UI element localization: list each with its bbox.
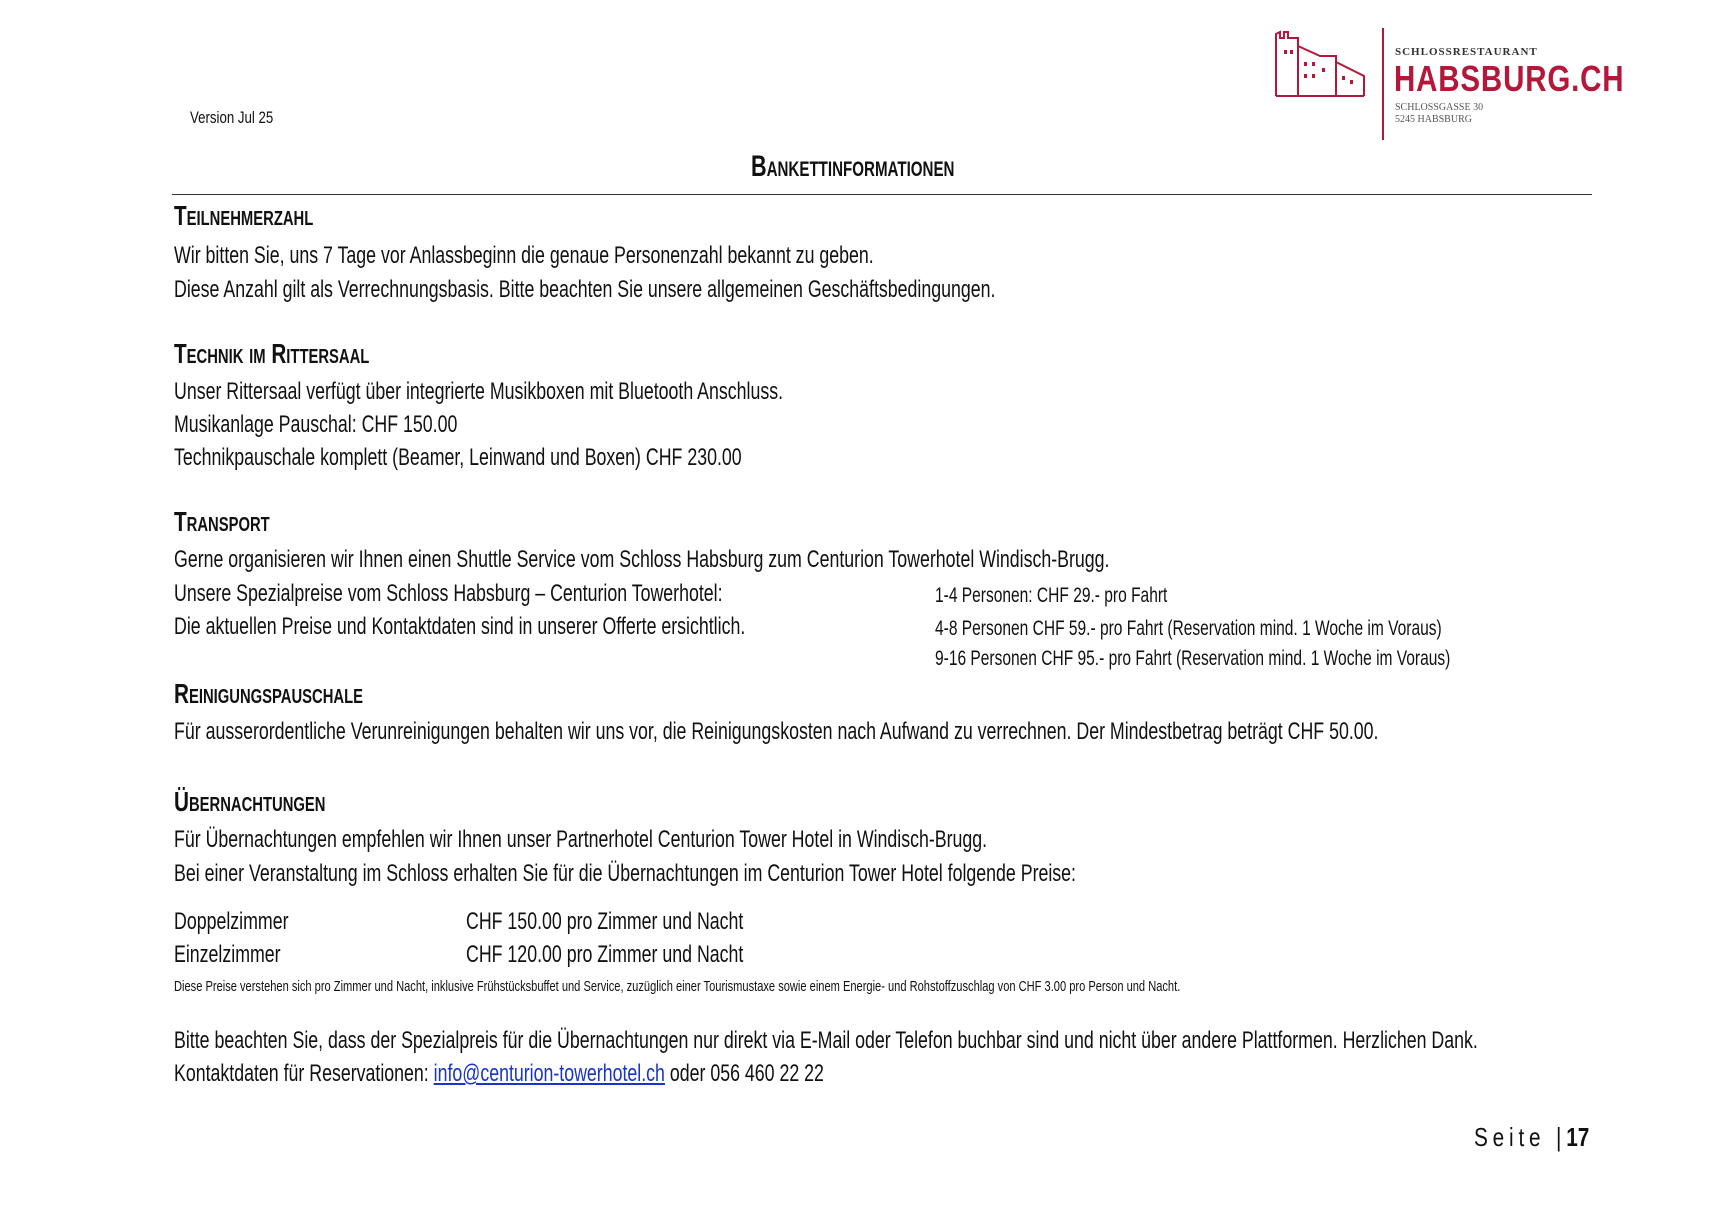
contact-phone: oder 056 460 22 22 [669,1060,824,1087]
page-number-value: 17 [1566,1122,1590,1152]
room-price: CHF 150.00 pro Zimmer und Nacht [466,908,744,935]
page-separator: | [1556,1122,1567,1152]
text-line: Gerne organisieren wir Ihnen einen Shuttle Service vom Schloss Habsburg zum Centurion Towerhotel Windisch-Brugg. [174,546,1110,573]
text-line: Bei einer Veranstaltung im Schloss erhalten Sie für die Übernachtungen im Centurion Tower Hotel folgende Preise: [174,860,1077,887]
page-number [1474,1122,1589,1153]
text-line: Diese Anzahl gilt als Verrechnungsbasis. Bitte beachten Sie unsere allgemeinen Geschäftsbedingungen. [174,276,996,303]
room-type: Doppelzimmer [174,908,289,935]
castle-icon [1270,28,1370,98]
page-label: Seite [1474,1122,1546,1152]
logo-subtitle: SCHLOSSRESTAURANT [1395,46,1538,58]
text-line: Für Übernachtungen empfehlen wir Ihnen unser Partnerhotel Centurion Tower Hotel in Windisch-Brugg. [174,826,988,853]
section-heading-technik: Technik im Rittersaal [174,338,370,369]
text-line: Für ausserordentliche Verunreinigungen behalten wir uns vor, die Reinigungskosten nach Aufwand zu verrechnen. Der Mindestbetrag beträgt CHF 50.00. [174,718,1379,745]
title-divider [172,194,1592,195]
section-heading-reinigung: Reinigungspauschale [174,678,364,709]
logo-address-line1: SCHLOSSGASSE 30 [1395,102,1484,113]
shuttle-price: 4-8 Personen CHF 59.- pro Fahrt (Reservation mind. 1 Woche im Voraus) [935,617,1442,640]
text-line: Unsere Spezialpreise vom Schloss Habsburg – Centurion Towerhotel: [174,580,723,607]
text-line: Technikpauschale komplett (Beamer, Leinwand und Boxen) CHF 230.00 [174,444,742,471]
restaurant-logo [1270,28,1625,143]
text-line: Unser Rittersaal verfügt über integrierte Musikboxen mit Bluetooth Anschluss. [174,378,784,405]
text-line: Wir bitten Sie, uns 7 Tage vor Anlassbeginn die genaue Personenzahl bekannt zu geben. [174,242,874,269]
logo-address [1395,102,1483,126]
fine-print: Diese Preise verstehen sich pro Zimmer und Nacht, inklusive Frühstücksbuffet und Service, zuzüglich einer Tourismustaxe sowie einem Energie- und Rohstoffzuschlag von CHF 3.00 pro Person und Nacht. [174,978,1181,995]
section-heading-teilnehmerzahl: Teilnehmerzahl [174,200,314,231]
section-heading-uebernachtungen: Übernachtungen [174,786,326,817]
shuttle-price: 9-16 Personen CHF 95.- pro Fahrt (Reservation mind. 1 Woche im Voraus) [935,647,1451,670]
shuttle-price: 1-4 Personen: CHF 29.- pro Fahrt [935,584,1168,607]
booking-note: Bitte beachten Sie, dass der Spezialpreis für die Übernachtungen nur direkt via E-Mail oder Telefon buchbar sind und nicht über andere Plattformen. Herzlichen Dank. [174,1027,1478,1054]
logo-wordmark: HABSBURG.CH [1394,58,1625,99]
page-title: Bankettinformationen [751,150,955,183]
text-line: Die aktuellen Preise und Kontaktdaten sind in unserer Offerte ersichtlich. [174,613,746,640]
contact-email-link[interactable]: info@centurion-towerhotel.ch [433,1060,665,1087]
text-line: Musikanlage Pauschal: CHF 150.00 [174,411,458,438]
room-price: CHF 120.00 pro Zimmer und Nacht [466,941,744,968]
logo-divider [1382,28,1384,140]
contact-line [174,1060,824,1088]
contact-prefix: Kontaktdaten für Reservationen: [174,1060,429,1087]
logo-address-line2: 5245 HABSBURG [1395,114,1472,125]
section-heading-transport: Transport [174,506,270,537]
room-type: Einzelzimmer [174,941,281,968]
version-label: Version Jul 25 [190,108,274,127]
